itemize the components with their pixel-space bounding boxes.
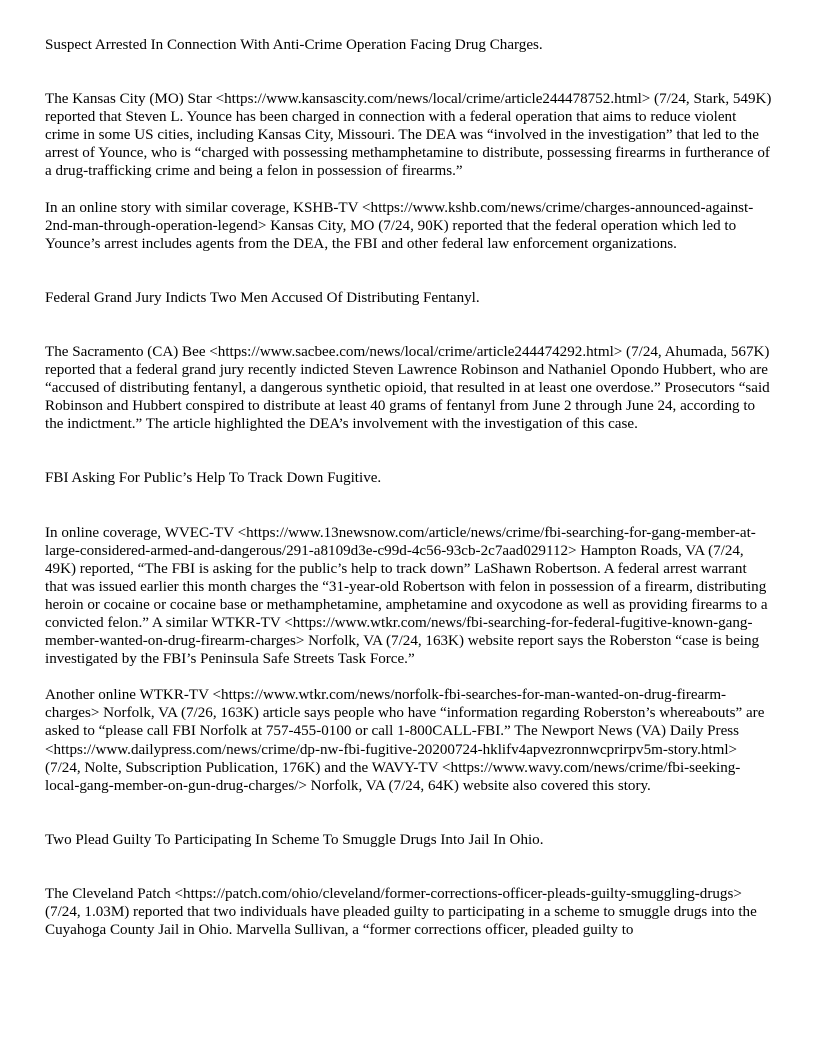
article-headline: Federal Grand Jury Indicts Two Men Accused Of Distributing Fentanyl. <box>45 289 480 306</box>
article-paragraph: Another online WTKR-TV <https://www.wtkr.com/news/norfolk-fbi-searches-for-man-wanted-on-drug-firearm-charges> Norfolk, VA (7/26, 163K) article says people who have “information regarding Roberston’s whereabouts” are asked to “please call FBI Norfolk at 757-455-0100 or call 1-800CALL-FBI.” The Newport News (VA) Daily Press <https://www.dailypress.com/news/crime/dp-nw-fbi-fugitive-20200724-hklifv4apvezronnwcprirpv5m-story.html> (7/24, Nolte, Subscription Publication, 176K) and the WAVY-TV <https://www.wavy.com/news/crime/fbi-seeking-local-gang-member-on-gun-drug-charges/> Norfolk, VA (7/24, 64K) website also covered this story. <box>45 687 765 794</box>
article-headline: FBI Asking For Public’s Help To Track Down Fugitive. <box>45 470 382 487</box>
article-paragraph: In an online story with similar coverage, KSHB-TV <https://www.kshb.com/news/crime/charges-announced-against-2nd-man-through-operation-legend> Kansas City, MO (7/24, 90K) reported that the federal operation which led to Younce’s arrest includes agents from the DEA, the FBI and other federal law enforcement organizations. <box>45 199 754 252</box>
article-paragraph: The Cleveland Patch <https://patch.com/ohio/cleveland/former-corrections-officer-pleads-guilty-smuggling-drugs> (7/24, 1.03M) reported that two individuals have pleaded guilty to participating in a scheme to smuggle drugs into the Cuyahoga County Jail in Ohio. Marvella Sullivan, a “former corrections officer, pleaded guilty to <box>45 885 757 939</box>
article-headline: Two Plead Guilty To Participating In Scheme To Smuggle Drugs Into Jail In Ohio. <box>45 831 544 848</box>
article-paragraph: In online coverage, WVEC-TV <https://www.13newsnow.com/article/news/crime/fbi-searching-for-gang-member-at-large-considered-armed-and-dangerous/291-a8109d3e-c99d-4c56-93cb-2c7aad029112> Hampton Roads, VA (7/24, 49K) reported, “The FBI is asking for the public’s help to track down” LaShawn Robertson. A federal arrest warrant that was issued earlier this month charges the “31-year-old Robertson with felon in possession of a firearm, distributing heroin or cocaine or cocaine base or methamphetamine, amphetamine and oxycodone as well as providing firearms to a convicted felon.” A similar WTKR-TV <https://www.wtkr.com/news/fbi-searching-for-federal-fugitive-known-gang-member-wanted-on-drug-firearm-charges> Norfolk, VA (7/24, 163K) website report says the Roberston “case is being investigated by the FBI’s Peninsula Safe Streets Task Force.” <box>45 524 768 668</box>
document-page <box>45 36 773 939</box>
article-paragraph: The Kansas City (MO) Star <https://www.kansascity.com/news/local/crime/article244478752.html> (7/24, Stark, 549K) reported that Steven L. Younce has been charged in connection with a federal operation that aims to reduce violent crime in some US cities, including Kansas City, Missouri. The DEA was “involved in the investigation” that led to the arrest of Younce, who is “charged with possessing methamphetamine to distribute, possessing firearms in furtherance of a drug-trafficking crime and being a felon in possession of firearms.” <box>45 91 772 180</box>
article-paragraph: The Sacramento (CA) Bee <https://www.sacbee.com/news/local/crime/article244474292.html> (7/24, Ahumada, 567K) reported that a federal grand jury recently indicted Steven Lawrence Robinson and Nathaniel Opondo Hubbert, who are “accused of distributing fentanyl, a dangerous synthetic opioid, that resulted in at least one overdose.” Prosecutors “said Robinson and Hubbert conspired to distribute at least 40 grams of fentanyl from June 2 through June 24, according to the indictment.” The article highlighted the DEA’s involvement with the investigation of this case. <box>45 343 770 433</box>
article-headline: Suspect Arrested In Connection With Anti-Crime Operation Facing Drug Charges. <box>45 37 543 53</box>
